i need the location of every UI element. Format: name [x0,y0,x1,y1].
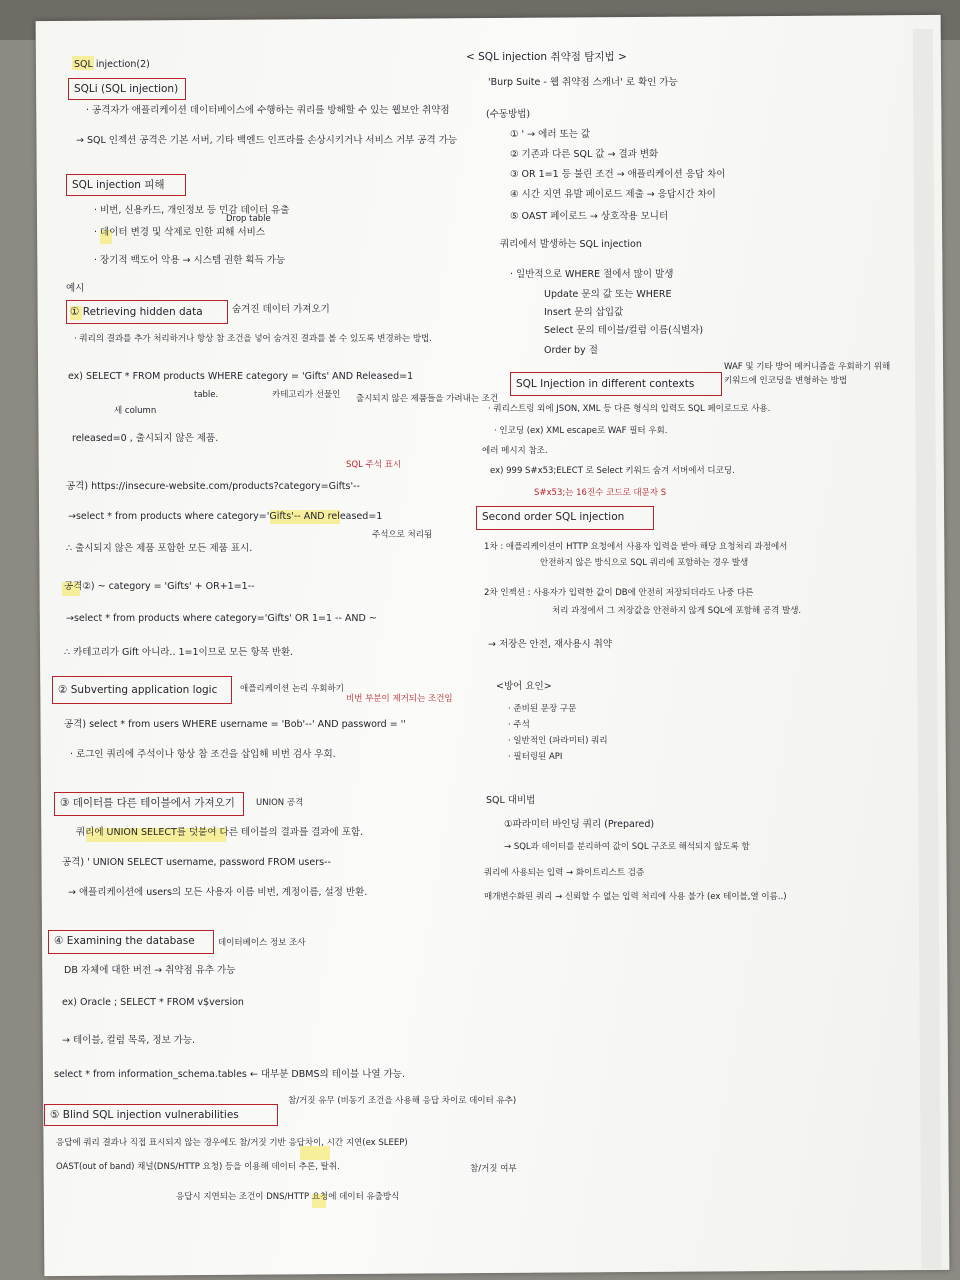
red-note: S#x53;는 16진수 코드로 대문자 S [534,488,667,498]
examining-desc: DB 자체에 대한 버전 → 취약점 유추 가능 [64,965,236,976]
sqli-desc: · 공격자가 애플리케이션 데이터베이스에 수행하는 쿼리를 방해할 수 있는 웹보안 취약점 [86,105,450,116]
annotation: 카테고리가 선물인 [272,390,341,400]
contexts-note: WAF 및 기타 방어 메커니즘을 우회하기 위해 키워드에 인코딩을 변형하는 방법 [724,362,891,386]
second-order-1b: 안전하지 않은 방식으로 SQL 쿼리에 포함하는 경우 발생 [540,558,749,568]
sql-defense-1: ①파라미터 바인딩 쿼리 (Prepared) [504,819,655,830]
annotation: 세 column [114,406,157,416]
subverting-sub: 애플리케이션 논리 우회하기 [240,684,344,694]
examining-title: ④ Examining the database [54,935,195,947]
retrieving-title: ① Retrieving hidden data [70,306,203,318]
manual-label: (수동방법) [486,109,531,120]
attack-2-result: ∴ 카테고리가 Gift 아니라.. 1=1이므로 모든 항목 반환. [64,647,294,658]
blind-title: ⑤ Blind SQL injection vulnerabilities [50,1109,239,1121]
red-note: 비번 부분이 제거되는 조건임 [346,694,453,704]
red-note: SQL 주석 표시 [346,460,402,470]
union-desc: 쿼리에 UNION SELECT를 덧붙여 다른 테이블의 결과를 결과에 포함. [76,827,364,838]
damage-item-3: · 장기적 백도어 악용 → 시스템 권한 획득 가능 [94,255,286,266]
paper-edge [913,29,942,1269]
blind-desc-2: OAST(out of band) 채널(DNS/HTTP 요청) 등을 이용해 데이터 추론, 탈취. [56,1162,340,1172]
sql-defense-title: SQL 대비법 [486,795,536,806]
attack-2-query: →select * from products where category='Gifts' OR 1=1 -- AND ~ [66,613,377,624]
union-example: 공격) ' UNION SELECT username, password FROM users-- [62,857,331,868]
where-item-4: Order by 절 [544,345,598,356]
blind-note: 참/거짓 유무 (비동기 조건을 사용해 응답 차이로 데이터 유추) [288,1096,517,1106]
defense-item-3: · 일반적인 (파라미터) 쿼리 [508,736,608,746]
contexts-item-1: · 쿼리스트링 외에 JSON, XML 등 다른 형식의 입력도 SQL 페이로드로 사용. [488,404,771,414]
where-item-1: Update 문의 값 또는 WHERE [544,289,672,300]
sqli-title: SQLi (SQL injection) [74,83,179,95]
contexts-title: SQL Injection in different contexts [516,378,695,390]
where-title: 쿼리에서 발생하는 SQL injection [500,239,642,250]
right-title: < SQL injection 취약점 탐지법 > [466,51,627,63]
retrieving-sub: 숨겨진 데이터 가져오기 [232,304,330,315]
defense-item-2: · 주석 [508,720,530,730]
damage-item-1: · 비번, 신용카드, 개인정보 등 민감 데이터 유출 [94,205,290,216]
union-result: → 애플리케이션에 users의 모든 사용자 이름 비번, 계정이름, 설정 반환. [68,887,368,898]
manual-step-4: ④ 시간 지연 유발 페이로드 제출 → 응답시간 차이 [510,189,716,200]
subverting-example: 공격) select * from users WHERE username = 'Bob'--' AND password = '' [64,719,406,730]
damage-title: SQL injection 피해 [72,179,165,191]
contexts-item-2: · 인코딩 (ex) XML escape로 WAF 필터 우회. [494,426,668,436]
examining-result: → 테이블, 컬럼 목록, 정보 가능. [62,1035,196,1046]
examining-example: ex) Oracle ; SELECT * FROM v$version [62,997,244,1008]
sql-defense-2: → SQL과 데이터를 분리하여 값이 SQL 구조로 해석되지 않도록 함 [504,842,750,852]
defense-title: <방어 요인> [496,681,552,692]
attack-query: →select * from products where category='Gifts'-- AND released=1 [68,511,383,522]
defense-item-4: · 필터링된 API [508,752,563,762]
where-desc: · 일반적으로 WHERE 절에서 많이 발생 [510,269,674,280]
damage-item-2: · 데이터 변경 및 삭제로 인한 피해 서비스 [94,227,265,238]
retrieving-example: ex) SELECT * FROM products WHERE category = 'Gifts' AND Released=1 [68,371,414,382]
where-item-2: Insert 문의 삽입값 [544,307,624,318]
retrieving-desc: · 쿼리의 결과를 추가 처리하거나 항상 참 조건을 넣어 숨겨진 결과를 볼 수 있도록 변경하는 방법. [74,334,432,344]
blind-desc: 응답에 쿼리 결과나 직접 표시되지 않는 경우에도 참/거짓 기반 응답차이, 시간 지연(ex SLEEP) [56,1138,408,1148]
manual-step-1: ① ' → 에러 또는 값 [510,129,591,140]
defense-item-1: · 준비된 문장 구문 [508,704,577,714]
subverting-title: ② Subverting application logic [58,684,218,696]
comment-note: 주석으로 처리됨 [372,530,433,540]
blind-note-1: 응답시 지연되는 조건이 DNS/HTTP 요청에 데이터 유출방식 [176,1192,400,1202]
damage-note: Drop table [226,214,271,224]
attack-result: ∴ 출시되지 않은 제품 포함한 모든 제품 표시. [66,543,253,554]
blind-note-2: 참/거짓 여부 [470,1164,517,1174]
union-sub: UNION 공격 [256,798,304,808]
released-note: released=0 , 출시되지 않은 제품. [72,433,219,444]
second-order-title: Second order SQL injection [482,511,625,523]
sql-defense-4: 매개변수화된 쿼리 → 신뢰할 수 없는 입력 처리에 사용 불가 (ex 테이블,열 이름..) [484,892,787,902]
manual-step-2: ② 기존과 다른 SQL 값 → 결과 변화 [510,149,659,160]
contexts-item-4: ex) 999 S#x53;ELECT 로 Select 키워드 숨겨 서버에서 디코딩. [490,466,735,476]
examining-sub: 데이터베이스 정보 조사 [218,938,306,948]
annotation: 출시되지 않은 제품들을 가려내는 조건 [356,394,499,404]
manual-step-5: ⑤ OAST 페이로드 → 상호작용 모니터 [510,211,669,222]
annotation: table. [194,390,219,400]
contexts-item-3: 에러 메시지 참조. [482,446,548,456]
sqli-desc-2: → SQL 인젝션 공격은 기본 서버, 기타 백엔드 인프라를 손상시키거나 서비스 거부 공격 가능 [76,135,458,146]
union-title: ③ 데이터를 다른 테이블에서 가져오기 [60,797,235,809]
second-order-2b: 처리 과정에서 그 저장값을 안전하지 않게 SQL에 포함해 공격 발생. [552,606,802,616]
examining-example-2: select * from information_schema.tables ← 대부분 DBMS의 테이블 나열 가능. [54,1069,405,1080]
subverting-result: · 로그인 쿼리에 주석이나 항상 참 조건을 삽입해 비번 검사 우회. [70,749,336,760]
attack-url: 공격) https://insecure-website.com/products?category=Gifts'-- [66,481,360,492]
burp-line: 'Burp Suite - 웹 취약점 스캐너' 로 확인 가능 [488,77,678,88]
second-order-3: → 저장은 안전, 재사용시 취약 [488,639,613,650]
second-order-1: 1차 : 애플리케이션이 HTTP 요청에서 사용자 입력을 받아 해당 요청처리 과정에서 [484,542,788,552]
example-label: 예시 [66,283,85,294]
sql-defense-3: 쿼리에 사용되는 입력 → 화이트리스트 검증 [484,868,645,878]
where-item-3: Select 문의 테이블/컬럼 이름(식별자) [544,325,704,336]
attack-2: 공격②) ~ category = 'Gifts' + OR+1=1-- [64,581,255,592]
manual-step-3: ③ OR 1=1 등 불린 조건 → 애플리케이션 응답 차이 [510,169,726,180]
page-header: SQL injection(2) [74,59,150,70]
second-order-2: 2차 인젝션 : 사용자가 입력한 값이 DB에 안전히 저장되더라도 나중 다른 [484,588,754,598]
